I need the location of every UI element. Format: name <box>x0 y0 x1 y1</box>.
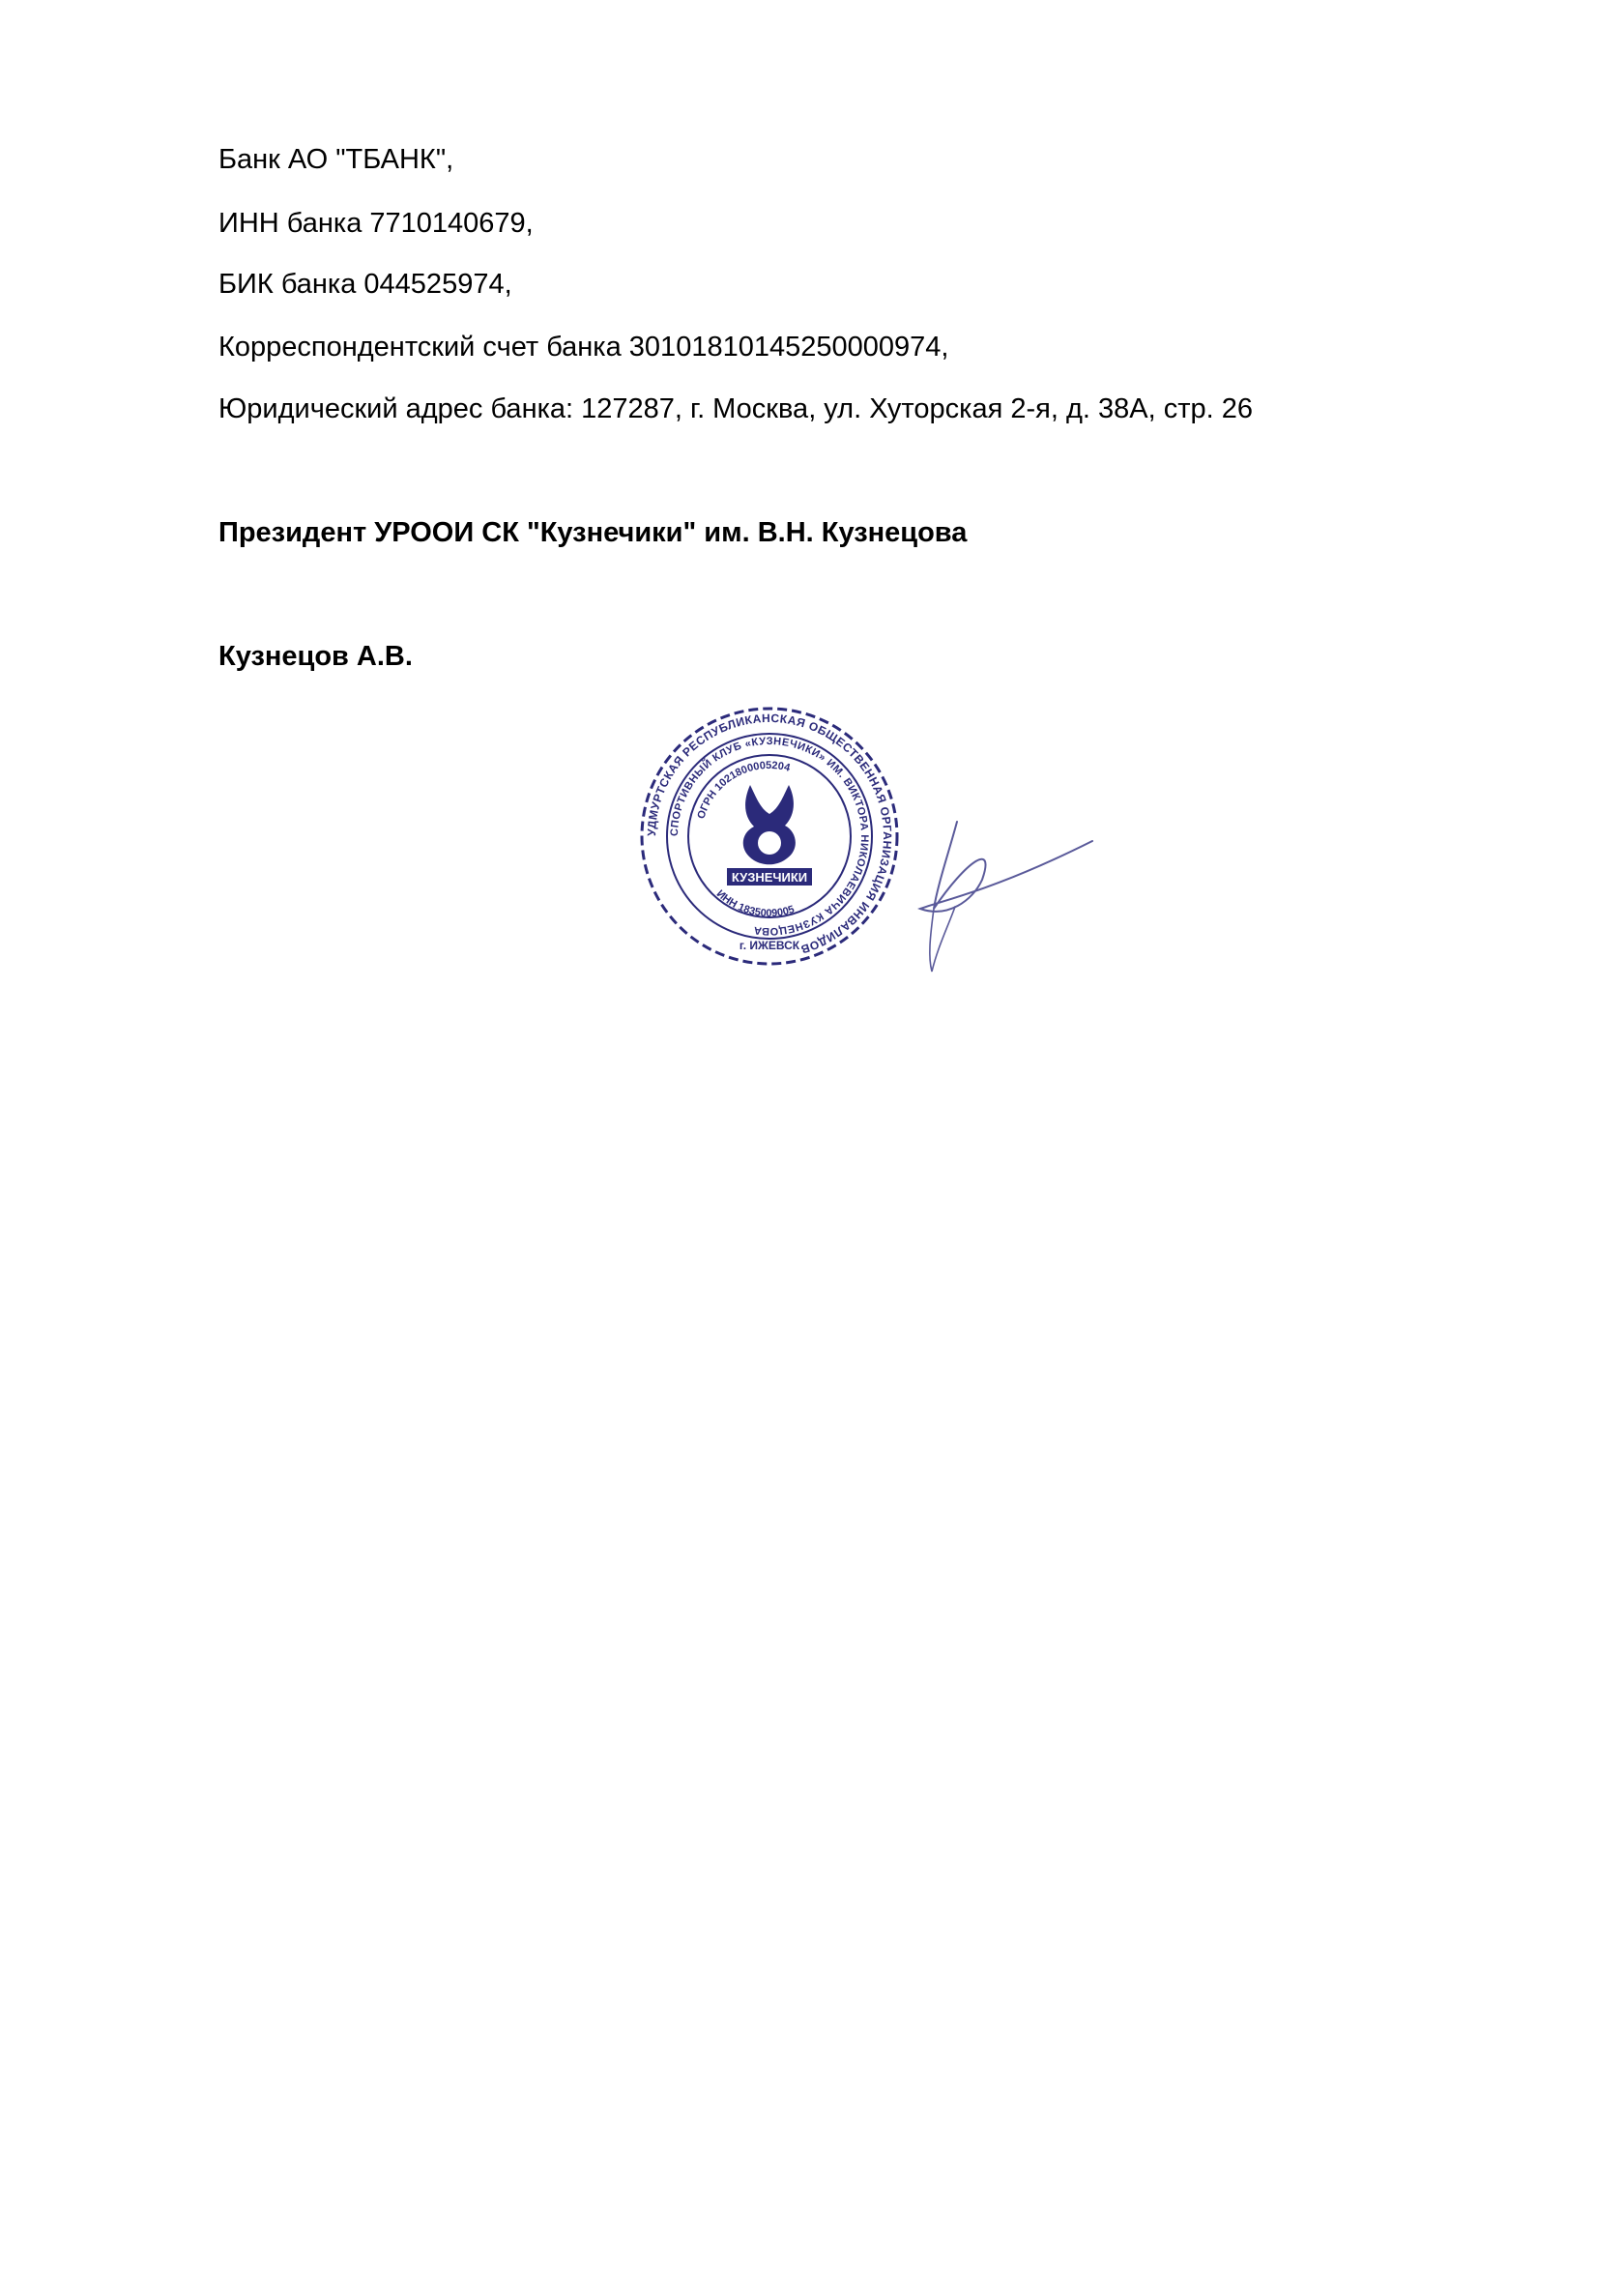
signatory-name: Кузнецов А.В. <box>218 641 413 672</box>
bank-inn-line: ИНН банка 7710140679, <box>218 208 534 239</box>
bank-name-line: Банк АО "ТБАНК", <box>218 144 454 175</box>
stamp-logo-text: КУЗНЕЧИКИ <box>731 870 808 885</box>
grasshopper-logo-icon <box>727 785 812 886</box>
bank-corr-account-line: Корреспондентский счет банка 30101810145250000974, <box>218 332 949 363</box>
stamp-middle-text: СПОРТИВНЫЙ КЛУБ «КУЗНЕЧИКИ» ИМ. ВИКТОРА НИКОЛАЕВИЧА КУЗНЕЦОВА <box>668 735 871 938</box>
stamp-inn-text: ИНН 1835009005 <box>713 887 797 920</box>
signature <box>909 793 1112 986</box>
bank-address-line: Юридический адрес банка: 127287, г. Москва, ул. Хуторская 2-я, д. 38А, стр. 26 <box>218 393 1253 424</box>
stamp-city-text: г. ИЖЕВСК <box>739 939 800 952</box>
organization-stamp <box>634 696 905 976</box>
signatory-position: Президент УРООИ СК "Кузнечики" им. В.Н. Кузнецова <box>218 517 968 548</box>
stamp-outer-text: УДМУРТСКАЯ РЕСПУБЛИКАНСКАЯ ОБЩЕСТВЕННАЯ ОРГАНИЗАЦИЯ ИНВАЛИДОВ <box>644 711 895 957</box>
bank-bik-line: БИК банка 044525974, <box>218 269 512 300</box>
stamp-ogrn-text: ОГРН 1021800005204 <box>695 759 792 821</box>
